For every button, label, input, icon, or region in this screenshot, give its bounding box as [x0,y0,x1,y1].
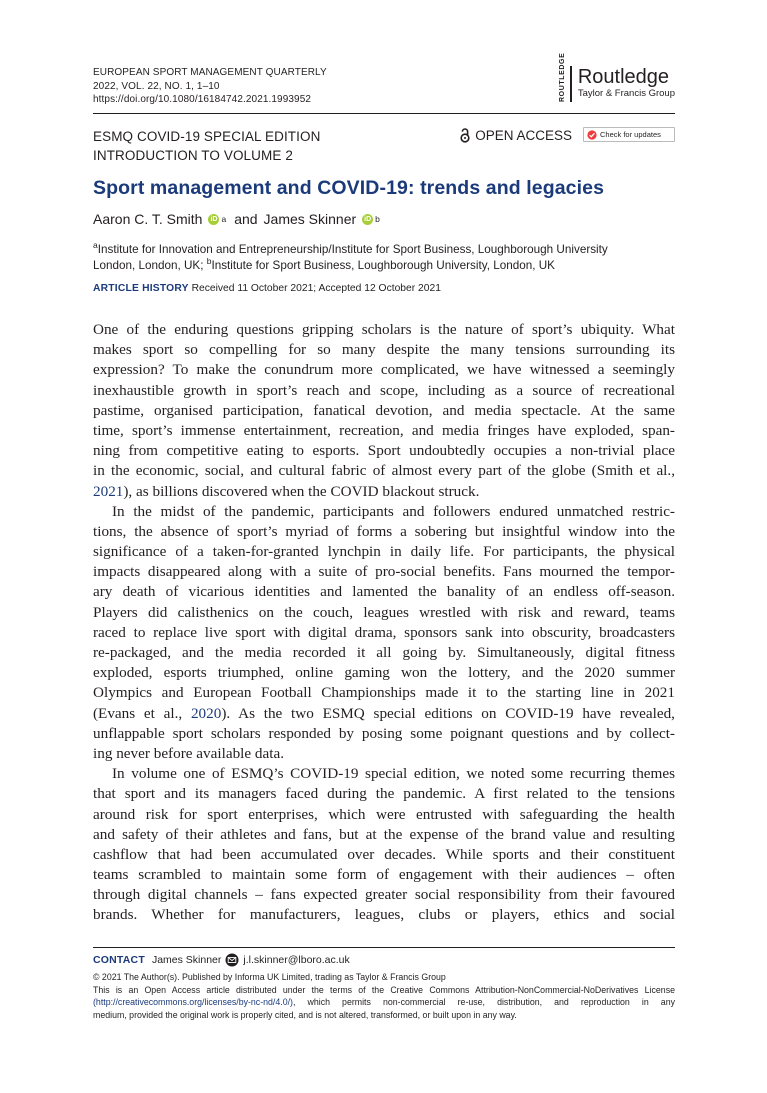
body-line: Players did calisthenics on the couch, leagues wrestled with risk and reward, teams [93,603,675,621]
body-line: impacts disappeared along with a suite of pro-social benefits. Fans mourned the tempor- [93,563,675,581]
affiliation-line-2: London, London, UK; $^b$Institute for Sport Business, Loughborough University, London, UK [93,256,555,272]
publisher-logo [558,52,675,102]
article-title: Sport management and COVID-19: trends and legacies [93,177,605,199]
article-history [93,283,441,294]
license-block [93,971,675,1021]
body-line: expression? To make the conundrum more complicated, we have witnessed a seemingly [93,361,675,379]
paragraph-3 [93,764,675,926]
open-access-badge [460,128,572,143]
affiliations [93,242,675,274]
body-line: makes sport so compelling for so many despite the many tensions surrounding its [93,341,675,359]
body-line: One of the enduring questions gripping scholars is the nature of sport’s ubiquity. What [93,321,675,338]
affiliation-line-1: $^a$Institute for Innovation and Entrepreneurship/Institute for Sport Business, Loughborough University [93,240,608,256]
body-line: time, sport’s immense entertainment, recreation, and media fringes have exploded, span- [93,421,675,439]
body-line: unflappable sport scholars responded by posing some poignant questions and by collect- [93,724,675,742]
body-line: 2021), as billions discovered when the COVID blackout struck. [93,482,480,500]
license-line-2: (http://creativecommons.org/licenses/by-nc-nd/4.0/), which permits non-commercial re-use, distribution, and reproduction in any [93,997,675,1007]
page-footer [93,953,675,1021]
citation-link[interactable]: 2020 [190,704,222,722]
paragraph-2 [93,502,675,764]
body-line: In the midst of the pandemic, participants and followers endured unmatched restric- [112,502,675,520]
history-label: ARTICLE HISTORY [93,283,189,294]
body-line: through digital channels – fans expected greater social responsibility from their favoured [93,886,675,904]
body-line: ning from competitive eating to esports. Sport undoubtedly occupies a non-trivial place [93,442,675,460]
body-line: teams scrambled to maintain some form of engagement with their audiences – often [93,866,675,884]
footer-divider [93,947,675,948]
body-line: ing never before available data. [93,744,285,762]
publisher-name: Routledge [577,66,670,88]
author-1[interactable]: Aaron C. T. Smith [93,211,203,227]
body-line: inexhaustible growth in sport’s reach and scope, including as a source of recreational [93,381,675,399]
routledge-spine-icon: ROUTLEDGE [558,66,572,102]
open-access-label: OPEN ACCESS [475,128,572,143]
license-line-3: medium, provided the original work is properly cited, and is not altered, transformed, or built upon in any way. [93,1009,517,1020]
license-link[interactable]: (http://creativecommons.org/licenses/by-nc-nd/4.0/) [93,997,293,1007]
contact-email[interactable]: j.l.skinner@lboro.ac.uk [243,954,350,966]
section-bar [93,127,675,167]
body-line: Olympics and European Football Championships made it to the starting line in 2021 [93,684,675,702]
body-line: significance of a taken-for-granted lynchpin in daily life. For participants, the physical [93,543,675,561]
publisher-subtitle: Taylor & Francis Group [577,88,675,99]
check-for-updates-button[interactable] [583,127,675,142]
journal-name: EUROPEAN SPORT MANAGEMENT QUARTERLY [93,67,327,78]
header-divider [93,113,675,114]
open-lock-icon [460,128,470,143]
author-list: Aaron C. T. Smith iD a and James Skinner iD b [93,211,380,227]
contact-name: James Skinner [151,954,222,966]
body-line: that sport and its managers faced during the pandemic. A first related to the tensions [93,785,675,803]
orcid-icon[interactable]: iD [210,215,218,223]
author-conjunction: and [234,211,258,227]
citation-link[interactable]: 2021 [93,482,124,500]
contact-line [93,953,675,967]
body-line: and safety of their athletes and fans, but at the expense of the brand value and resulting [93,825,675,843]
history-dates: Received 11 October 2021; Accepted 12 October 2021 [191,283,441,294]
paragraph-1 [93,320,675,502]
body-line: pastime, organised participation, fanatical devotion, and media spectacle. At the same [93,401,675,419]
body-line: In volume one of ESMQ’s COVID-19 special edition, we noted some recurring themes [112,765,675,783]
page-header [93,52,675,106]
license-line-1: This is an Open Access article distributed under the terms of the Creative Commons Attribution-NonCommercial-NoDerivatives License [93,984,675,995]
article-body [93,320,675,926]
body-line: re-packaged, and the media recorded it all going by. Simultaneously, digital fitness [93,644,675,661]
body-line: ary death of vicarious identities and lamented the banality of an endless off-season. [93,583,675,601]
copyright-line: © 2021 The Author(s). Published by Informa UK Limited, trading as Taylor & Francis Group [93,972,446,982]
body-line: raced to replace live sport with digital drama, sponsors sank into obscurity, broadcasters [93,623,675,641]
body-line: tions, the absence of sport’s myriad of forms a sobering but insightful window into the [93,522,675,540]
body-line: cashflow that had been accumulated over decades. While sports and their constituent [93,845,675,863]
email-icon [225,953,239,967]
body-line: around risk for sport enterprises, which were entrusted with safeguarding the health [93,805,675,823]
body-line: exploded, esports triumphed, online gaming won the lottery, and the 2020 summer [93,664,675,682]
contact-label: CONTACT [93,954,145,966]
crossmark-icon [587,130,597,140]
body-line: brands. Whether for manufacturers, leagues, clubs or players, ethics and social [93,906,675,924]
edition-line-1: ESMQ COVID-19 SPECIAL EDITION [93,129,321,144]
edition-line-2: INTRODUCTION TO VOLUME 2 [93,148,293,163]
author-2[interactable]: James Skinner [263,211,357,227]
body-line: (Evans et al., 2020). As the two ESMQ special editions on COVID-19 have revealed, [93,704,675,722]
doi-link[interactable]: https://doi.org/10.1080/16184742.2021.1993952 [93,94,312,105]
body-line: in the economic, social, and cultural fabric of almost every part of the globe (Smith et al., [93,462,675,480]
orcid-icon[interactable]: iD [364,215,372,223]
check-for-updates-label: Check for updates [600,130,661,139]
journal-volume: 2022, VOL. 22, NO. 1, 1–10 [93,80,220,92]
